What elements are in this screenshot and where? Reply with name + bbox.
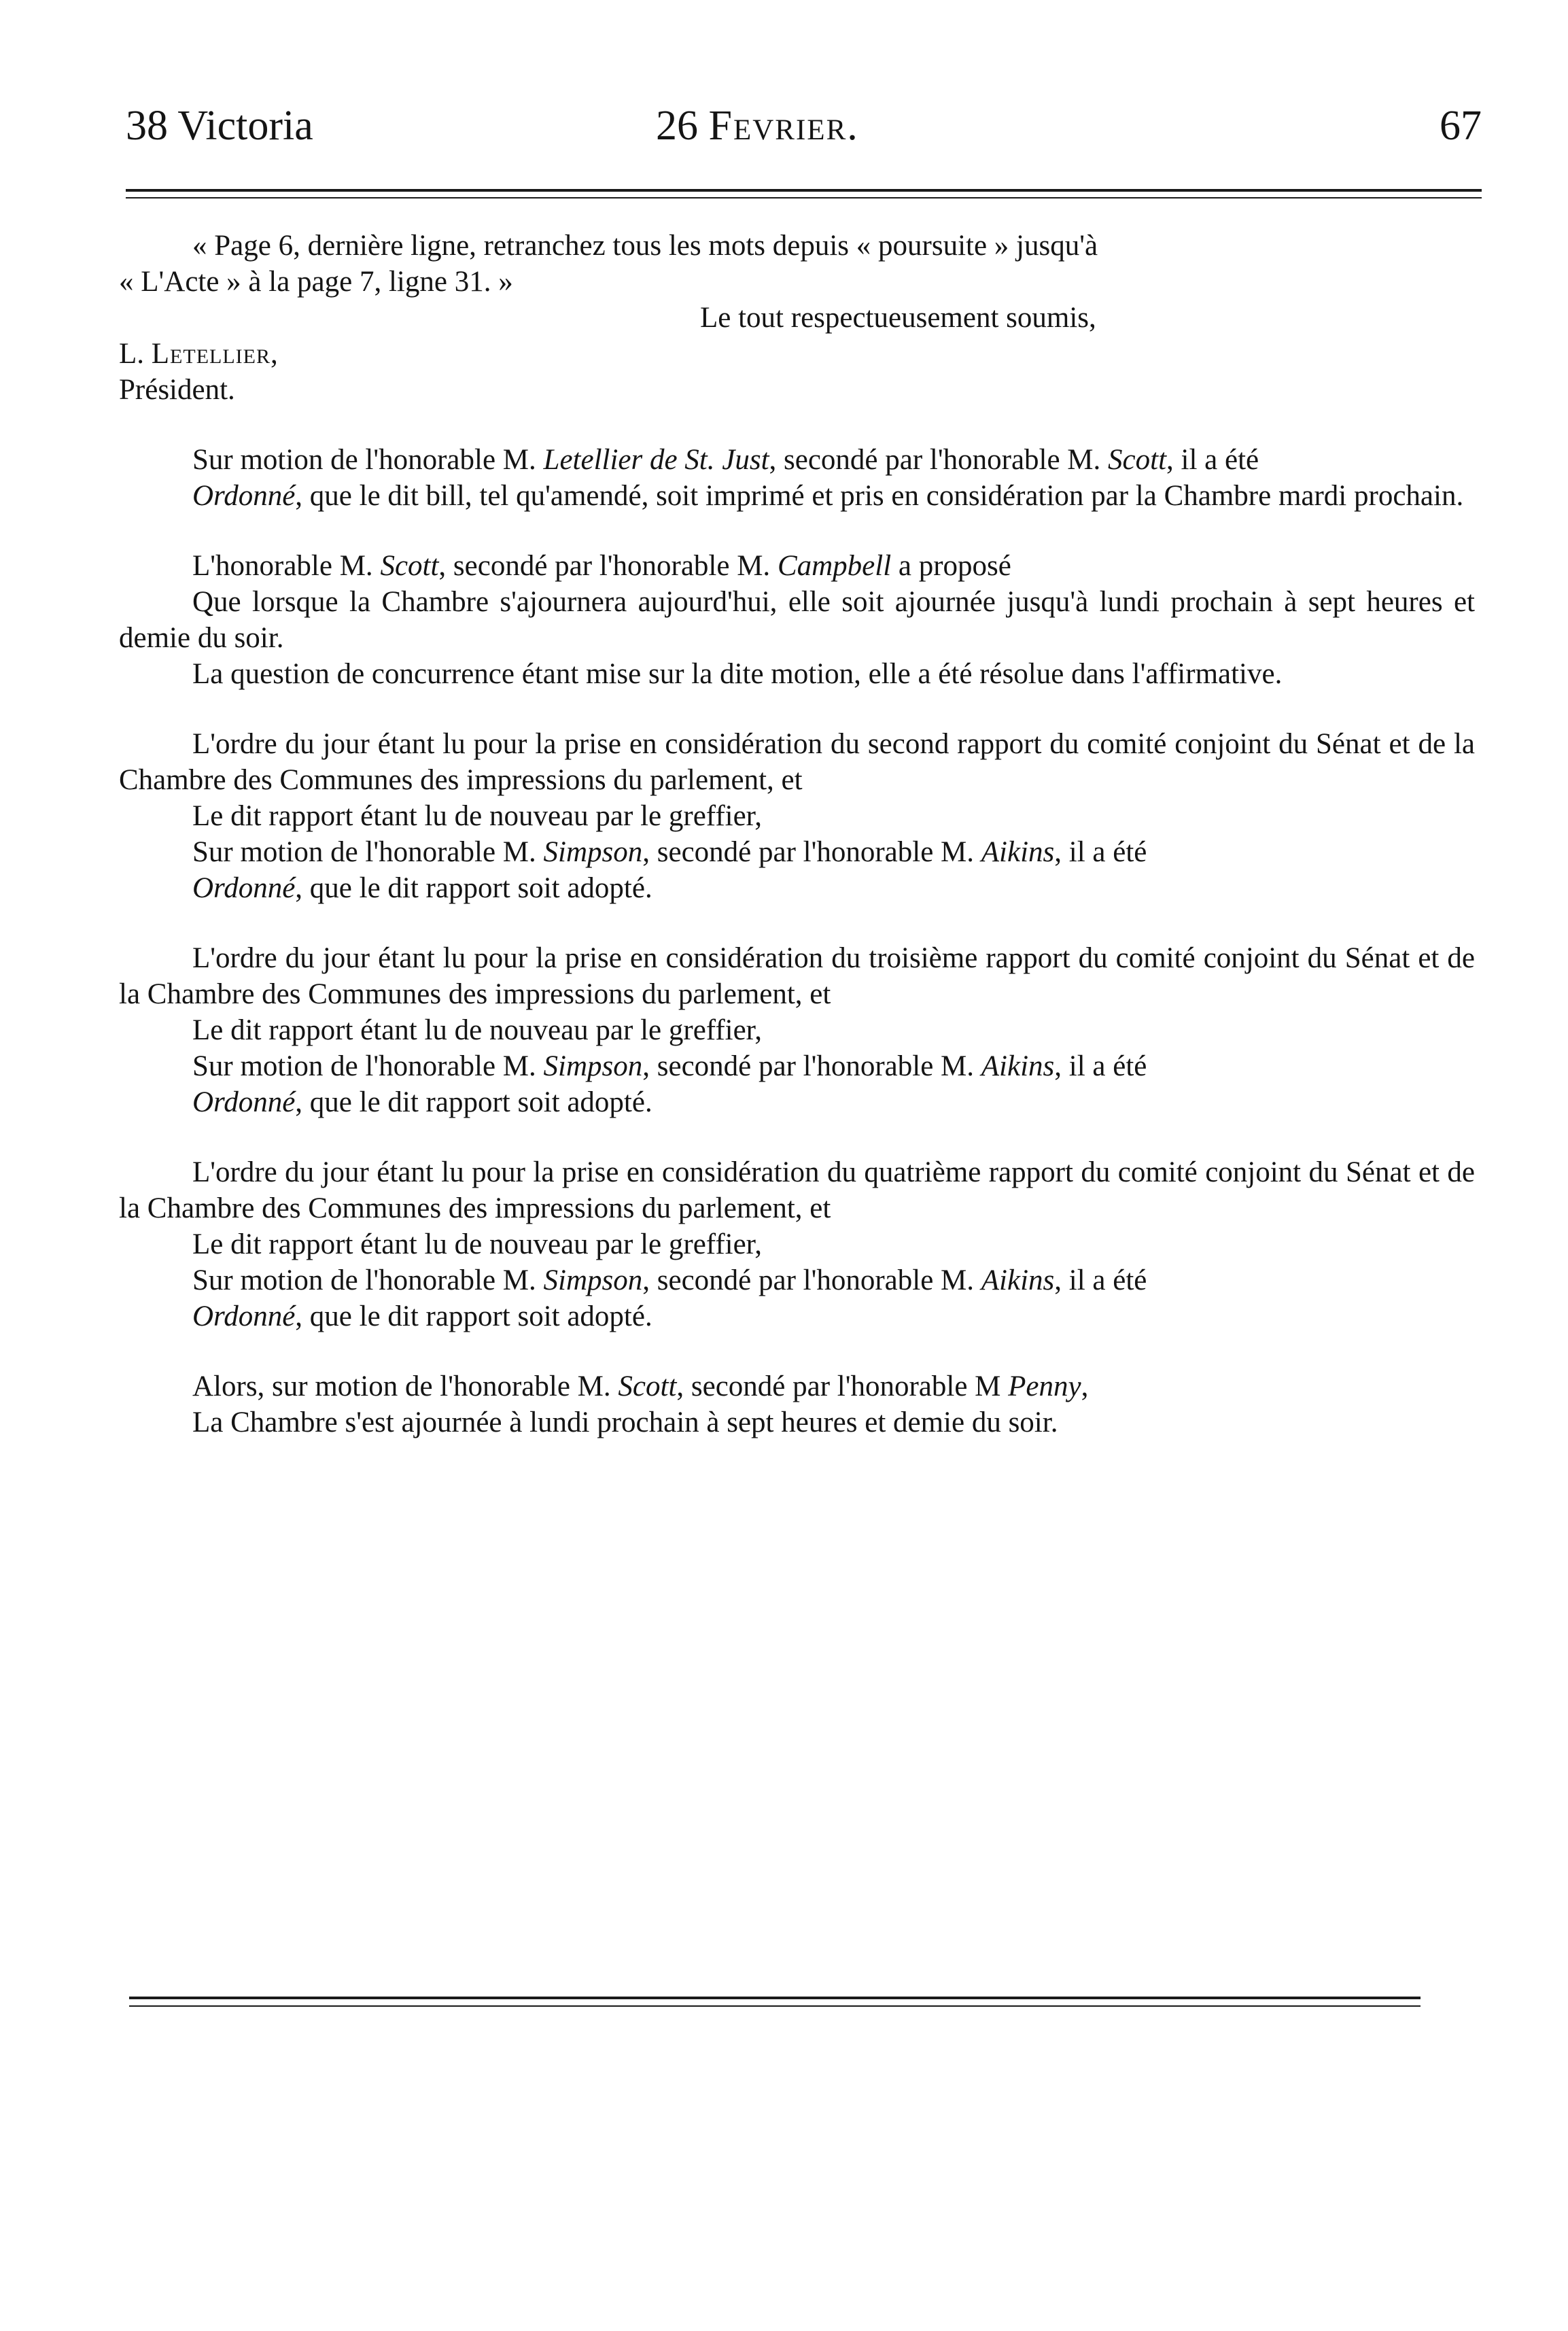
paragraph-fourth-report: L'ordre du jour étant lu pour la prise en considération du quatrième rapport du comité conjoint du Sénat et de la Chambre des Communes des impressions du parlement, et — [119, 1156, 1475, 1224]
member-name: Scott — [380, 550, 439, 582]
paragraph-second-report-ordonne: Ordonné, que le dit rapport soit adopté. — [192, 872, 652, 904]
paragraph-fourth-report-read: Le dit rapport étant lu de nouveau par le greffier, — [192, 1228, 763, 1260]
paragraph-final-adjourn: La Chambre s'est ajournée à lundi prochain à sept heures et demie du soir. — [192, 1406, 1058, 1438]
paragraph-adjourn-result: La question de concurrence étant mise sur la dite motion, elle a été résolue dans l'affirmative. — [192, 658, 1283, 690]
ordonne-word: Ordonné — [192, 1086, 296, 1118]
paragraph-third-report: L'ordre du jour étant lu pour la prise en considération du troisième rapport du comité conjoint du Sénat et de la Chambre des Communes des impressions du parlement, et — [119, 942, 1475, 1010]
report-closing: Le tout respectueusement soumis, — [700, 302, 1096, 334]
paragraph-third-report-motion: Sur motion de l'honorable M. Simpson, secondé par l'honorable M. Aikins, il a été — [192, 1050, 1147, 1082]
paragraph-adjourn-text: Que lorsque la Chambre s'ajournera aujourd'hui, elle soit ajournée jusqu'à lundi prochain à sept heures et demie du soir. — [119, 586, 1475, 654]
paragraph-second-report-motion: Sur motion de l'honorable M. Simpson, secondé par l'honorable M. Aikins, il a été — [192, 836, 1147, 868]
member-name: Scott — [1108, 444, 1167, 476]
member-name: Aikins — [981, 836, 1055, 868]
journal-body — [119, 228, 1475, 1440]
signer-name: Letellier, — [151, 338, 279, 370]
paragraph-fourth-report-ordonne: Ordonné, que le dit rapport soit adopté. — [192, 1300, 652, 1332]
header-rule-thin — [126, 197, 1482, 198]
paragraph-ordonne-bill: Ordonné, que le dit bill, tel qu'amendé, soit imprimé et pris en considération par la Chambre mardi prochain. — [192, 480, 1464, 512]
paragraph-adjourn-motion: L'honorable M. Scott, secondé par l'honorable M. Campbell a proposé — [192, 550, 1011, 582]
paragraph-final-motion: Alors, sur motion de l'honorable M. Scott, secondé par l'honorable M Penny, — [192, 1370, 1089, 1402]
signer-title: Président. — [119, 374, 235, 406]
paragraph-second-report-read: Le dit rapport étant lu de nouveau par le greffier, — [192, 800, 763, 832]
footer-rule-thin — [129, 2005, 1421, 2007]
member-name: Aikins — [981, 1050, 1055, 1082]
member-name: Simpson — [543, 1264, 643, 1296]
header-date — [656, 102, 859, 150]
member-name: Letellier de St. Just — [543, 444, 769, 476]
report-quote-line-1: « Page 6, dernière ligne, retranchez tous les mots depuis « poursuite » jusqu'à — [192, 230, 1098, 262]
member-name: Aikins — [981, 1264, 1055, 1296]
header-rule-thick — [126, 189, 1482, 192]
ordonne-word: Ordonné — [192, 1300, 296, 1332]
footer-rule-thick — [129, 1997, 1421, 1999]
running-header — [126, 102, 1482, 163]
member-name: Penny — [1008, 1370, 1081, 1402]
paragraph-third-report-read: Le dit rapport étant lu de nouveau par le greffier, — [192, 1014, 763, 1046]
member-name: Scott — [618, 1370, 677, 1402]
member-name: Campbell — [777, 550, 892, 582]
paragraph-second-report: L'ordre du jour étant lu pour la prise en considération du second rapport du comité conjoint du Sénat et de la Chambre des Communes des impressions du parlement, et — [119, 728, 1475, 796]
paragraph-motion-bill: Sur motion de l'honorable M. Letellier de St. Just, secondé par l'honorable M. Scott, il a été — [192, 444, 1259, 476]
report-quote-line-2: « L'Acte » à la page 7, ligne 31. » — [119, 266, 513, 298]
page-number: 67 — [1440, 103, 1482, 149]
paragraph-third-report-ordonne: Ordonné, que le dit rapport soit adopté. — [192, 1086, 652, 1118]
member-name: Simpson — [543, 836, 643, 868]
signer-initial: L. — [119, 338, 152, 370]
ordonne-word: Ordonné — [192, 480, 296, 512]
member-name: Simpson — [543, 1050, 643, 1082]
report-signer — [119, 336, 1475, 372]
header-day: 26 — [656, 103, 709, 149]
header-month: Fevrier. — [708, 103, 859, 149]
paragraph-fourth-report-motion: Sur motion de l'honorable M. Simpson, secondé par l'honorable M. Aikins, il a été — [192, 1264, 1147, 1296]
header-session: 38 Victoria — [126, 103, 313, 149]
ordonne-word: Ordonné — [192, 872, 296, 904]
